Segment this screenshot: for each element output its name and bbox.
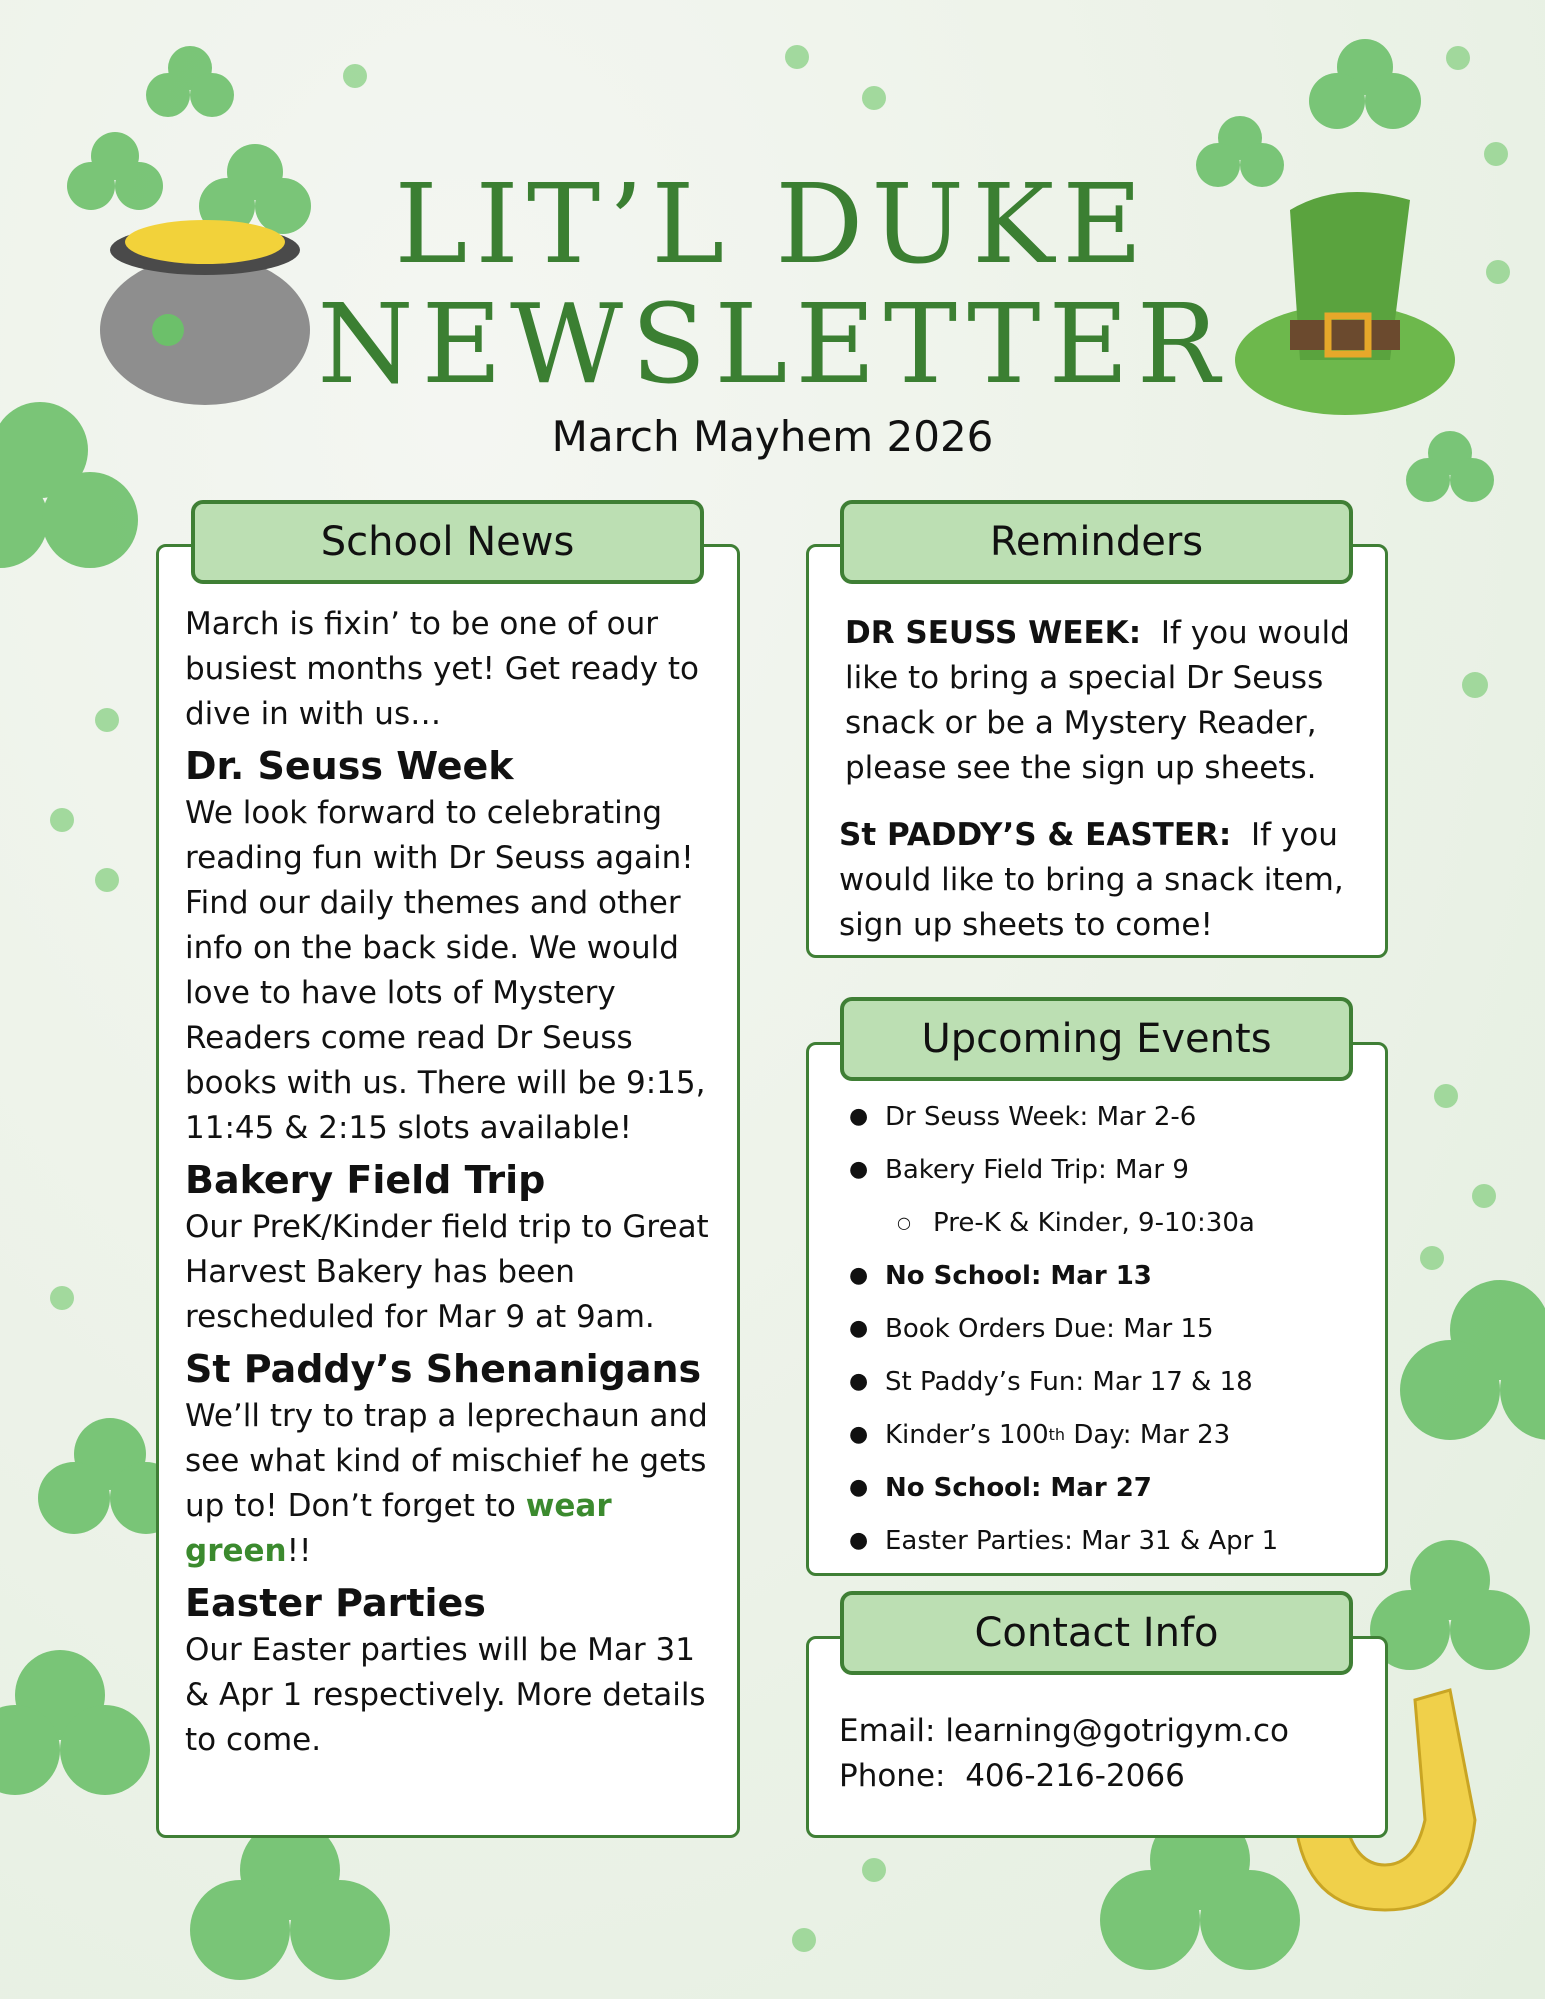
event-item: ● No School: Mar 13: [849, 1260, 1152, 1291]
event-item: ● Easter Parties: Mar 31 & Apr 1: [849, 1525, 1279, 1556]
reminders-box: [806, 544, 1388, 958]
phone-line: Phone: 406-216-2066: [839, 1758, 1185, 1794]
contact-heading: Contact Info: [840, 1591, 1353, 1675]
dot: [50, 808, 74, 832]
bullet-icon: ●: [849, 1475, 869, 1500]
dot: [1434, 1084, 1458, 1108]
bullet-icon: ●: [849, 1316, 869, 1341]
dot: [792, 1928, 816, 1952]
email-line: Email: learning@gotrigym.co: [839, 1713, 1290, 1749]
dot: [785, 45, 809, 69]
bullet-icon: ●: [849, 1369, 869, 1394]
school-news-box: [156, 544, 740, 1838]
reminder-item: DR SEUSS WEEK: If you would like to bring a special Dr Seuss snack or be a Mystery Reader, please see the sign up sheets.: [845, 615, 1350, 786]
reminders-heading: Reminders: [840, 500, 1353, 584]
dot: [862, 86, 886, 110]
dot: [1462, 672, 1488, 698]
dot: [343, 64, 367, 88]
section-body: We’ll try to trap a leprechaun and see what kind of mischief he gets up to! Don’t forget to wear green!!: [185, 1398, 708, 1569]
title-line-1: LIT’L DUKE: [394, 160, 1151, 288]
dot: [50, 1286, 74, 1310]
school-news-heading: School News: [191, 500, 704, 584]
event-item: ○ Pre-K & Kinder, 9-10:30a: [897, 1207, 1255, 1238]
bullet-icon: ○: [897, 1213, 911, 1232]
event-item: ● Kinder’s 100 th Day: Mar 23: [849, 1419, 1231, 1450]
bullet-icon: ●: [849, 1104, 869, 1129]
event-item: ● No School: Mar 27: [849, 1472, 1152, 1503]
bullet-icon: ●: [849, 1157, 869, 1182]
events-heading: Upcoming Events: [840, 997, 1353, 1081]
events-box: [806, 1042, 1388, 1576]
highlight-text: wear green: [185, 1488, 612, 1569]
dot: [95, 868, 119, 892]
bullet-icon: ●: [849, 1528, 869, 1553]
section-title: Bakery Field Trip: [185, 1158, 546, 1202]
reminder-item: St PADDY’S & EASTER: If you would like to bring a snack item, sign up sheets to come!: [839, 817, 1344, 943]
section-title: Dr. Seuss Week: [185, 744, 514, 788]
section-body: We look forward to celebrating reading fun with Dr Seuss again! Find our daily themes and other info on the back side. We would love to have lots of Mystery Readers come read Dr Seuss books with us. There will be 9:15, 11:45 & 2:15 slots available!: [185, 795, 706, 1146]
dot: [1472, 1184, 1496, 1208]
dot: [1446, 46, 1470, 70]
dot: [1420, 1246, 1444, 1270]
email-link[interactable]: learning@gotrigym.co: [945, 1713, 1290, 1749]
title-line-2: NEWSLETTER: [317, 280, 1228, 408]
bullet-icon: ●: [849, 1263, 869, 1288]
section-title: Easter Parties: [185, 1581, 486, 1625]
phone-number[interactable]: 406-216-2066: [965, 1758, 1185, 1794]
intro-text: March is fixin’ to be one of our busiest months yet! Get ready to dive in with us…: [185, 606, 700, 732]
bullet-icon: ●: [849, 1422, 869, 1447]
dot: [95, 708, 119, 732]
section-body: Our Easter parties will be Mar 31 & Apr 1 respectively. More details to come.: [185, 1632, 706, 1758]
subtitle: March Mayhem 2026: [551, 412, 994, 461]
dot: [862, 1858, 886, 1882]
event-item: ● Bakery Field Trip: Mar 9: [849, 1154, 1189, 1185]
event-item: ● Book Orders Due: Mar 15: [849, 1313, 1214, 1344]
section-title: St Paddy’s Shenanigans: [185, 1347, 702, 1391]
section-body: Our PreK/Kinder field trip to Great Harvest Bakery has been rescheduled for Mar 9 at 9am.: [185, 1209, 709, 1335]
event-item: ● St Paddy’s Fun: Mar 17 & 18: [849, 1366, 1253, 1397]
event-item: ● Dr Seuss Week: Mar 2-6: [849, 1101, 1197, 1132]
